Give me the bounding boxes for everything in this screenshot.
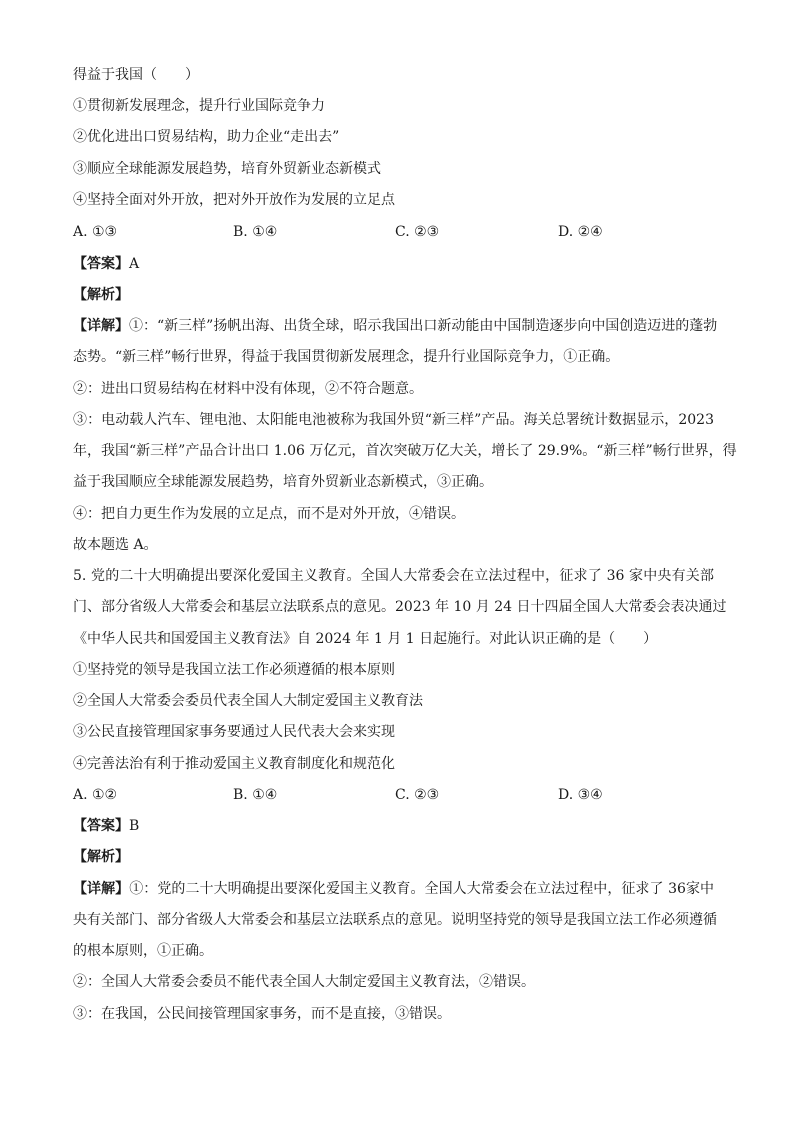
q4-detail-1a-text: ①：“新三样”扬帆出海、出货全球，昭示我国出口新动能由中国制造逐步向中国创造迈进的蓬勃: [129, 318, 718, 334]
q4-answer-value: A: [129, 256, 140, 272]
q4-detail-3c: 益于我国顺应全球能源发展趋势，培育外贸新业态新模式，③正确。: [73, 474, 493, 490]
q5-answer-tag: 【答案】: [73, 818, 129, 834]
q5-stem-3: 《中华人民共和国爱国主义教育法》自 2024 年 1 月 1 日起施行。对此认识正确的是（ ）: [73, 631, 658, 647]
q5-option-c: C. ②③: [395, 787, 440, 803]
q5-detail-1a-text: ①：党的二十大明确提出要深化爱国主义教育。全国人大常委会在立法过程中，征求了 36家中: [129, 881, 715, 897]
q4-statement-1: ①贯彻新发展理念，提升行业国际竞争力: [73, 98, 325, 114]
q4-detail-tag: 【详解】: [73, 318, 129, 334]
q4-statement-2: ②优化进出口贸易结构，助力企业“走出去”: [73, 129, 340, 145]
q5-answer: [73, 816, 139, 836]
q5-detail-3: ③：在我国，公民间接管理国家事务，而不是直接，③错误。: [73, 1006, 451, 1022]
q5-statement-3: ③公民直接管理国家事务要通过人民代表大会来实现: [73, 724, 395, 740]
q5-answer-value: B: [129, 818, 140, 834]
q5-detail-1b: 央有关部门、部分省级人大常委会和基层立法联系点的意见。说明坚持党的领导是我国立法工作必须遵循: [73, 912, 717, 928]
q4-detail-1a: [73, 316, 718, 336]
q4-detail-2: ②：进出口贸易结构在材料中没有体现，②不符合题意。: [73, 381, 423, 397]
q5-detail-1c: 的根本原则，①正确。: [73, 943, 213, 959]
q5-statement-4: ④完善法治有利于推动爱国主义教育制度化和规范化: [73, 756, 395, 772]
q4-option-b: B. ①④: [233, 224, 278, 240]
q5-option-b: B. ①④: [233, 787, 278, 803]
q4-conclusion: 故本题选 A。: [73, 537, 158, 553]
q5-statement-2: ②全国人大常委会委员代表全国人大制定爱国主义教育法: [73, 693, 423, 709]
q5-analysis-tag: [73, 847, 129, 867]
q4-detail-4: ④：把自力更生作为发展的立足点，而不是对外开放，④错误。: [73, 506, 465, 522]
q4-answer-tag: 【答案】: [73, 256, 129, 272]
q5-detail-tag: 【详解】: [73, 881, 130, 897]
q4-option-d: D. ②④: [558, 224, 603, 240]
q5-stem-2: 门、部分省级人大常委会和基层立法联系点的意见。2023 年 10 月 24 日十四届全国人大常委会表决通过: [73, 599, 727, 615]
q4-option-a: A. ①③: [73, 224, 118, 240]
q4-option-c: C. ②③: [395, 224, 440, 240]
q5-detail-1a: [73, 879, 714, 899]
q5-statement-1: ①坚持党的领导是我国立法工作必须遵循的根本原则: [73, 662, 395, 678]
q5-option-d: D. ③④: [558, 787, 603, 803]
q4-detail-1b: 态势。“新三样”畅行世界，得益于我国贯彻新发展理念，提升行业国际竞争力，①正确。: [73, 349, 620, 365]
q4-detail-3b: 年，我国“新三样”产品合计出口 1.06 万亿元，首次突破万亿大关，增长了 29.9%。“新三样”畅行世界，得: [73, 443, 737, 459]
q4-analysis-tag: [73, 285, 129, 305]
q4-statement-3: ③顺应全球能源发展趋势，培育外贸新业态新模式: [73, 161, 381, 177]
q5-option-a: A. ①②: [73, 787, 118, 803]
q5-stem-1: 5. 党的二十大明确提出要深化爱国主义教育。全国人大常委会在立法过程中，征求了 36 家中央有关部: [73, 568, 714, 584]
q5-analysis-label: 【解析】: [73, 849, 129, 865]
q4-analysis-label: 【解析】: [73, 287, 129, 303]
q4-detail-3a: ③：电动载人汽车、锂电池、太阳能电池被称为我国外贸“新三样”产品。海关总署统计数据显示，2023: [73, 412, 714, 428]
q4-stem-tail: 得益于我国（ ）: [73, 67, 199, 83]
q5-detail-2: ②：全国人大常委会委员不能代表全国人大制定爱国主义教育法，②错误。: [73, 974, 535, 990]
q4-statement-4: ④坚持全面对外开放，把对外开放作为发展的立足点: [73, 192, 395, 208]
q4-answer: [73, 254, 139, 274]
